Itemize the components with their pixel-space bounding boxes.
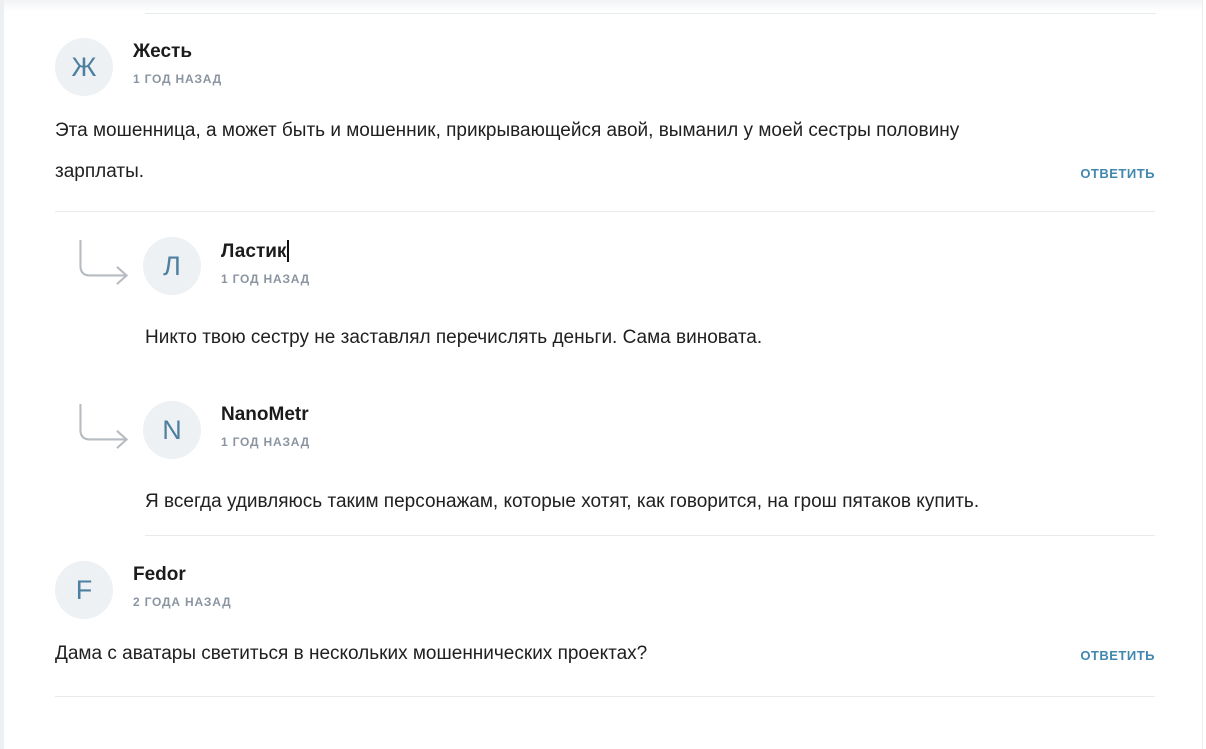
reply-arrow-icon: [72, 239, 135, 287]
comment-body: [55, 110, 1155, 192]
reply-header: [55, 401, 1155, 459]
comment-timestamp: 1 ГОД НАЗАД: [133, 72, 223, 86]
comments-list: [55, 13, 1155, 697]
comment-timestamp: 1 ГОД НАЗАД: [221, 435, 311, 449]
comment-author: Fedor: [133, 564, 186, 585]
avatar-initial: Л: [163, 250, 181, 281]
avatar-initial: F: [75, 574, 93, 605]
comment-header: [55, 38, 1155, 96]
comment-text: Я всегда удивляюсь таким персонажам, которые хотят, как говорится, на грош пятаков купить.: [145, 491, 980, 512]
comment-header: [55, 561, 1155, 619]
reply-button[interactable]: ОТВЕТИТЬ: [1080, 648, 1155, 674]
reply-header: [55, 237, 1155, 295]
reply-button[interactable]: ОТВЕТИТЬ: [1080, 166, 1155, 192]
comment-text: Эта мошенница, а может быть и мошенник, прикрывающейся авой, выманил у моей сестры половину зарплаты.: [55, 120, 960, 182]
avatar-initial: N: [162, 414, 182, 445]
page-right-edge: [1202, 0, 1203, 749]
avatar-initial: Ж: [71, 51, 97, 82]
comment-timestamp: 1 ГОД НАЗАД: [221, 272, 311, 286]
reply-arrow-icon: [72, 403, 135, 451]
comment: [55, 38, 1155, 192]
comment-timestamp: 2 ГОДА НАЗАД: [133, 595, 232, 609]
page-left-edge: [0, 0, 4, 749]
comment: [55, 561, 1155, 674]
top-scroll-fade: [4, 0, 1202, 12]
avatar: [55, 561, 113, 619]
divider: [55, 211, 1155, 212]
avatar: [143, 237, 201, 295]
comment-author: Жесть: [133, 41, 193, 62]
comment-reply: [55, 237, 1155, 358]
avatar: [143, 401, 201, 459]
divider: [55, 696, 1155, 697]
divider: [145, 535, 1155, 536]
comment-text: Никто твою сестру не заставлял перечислять деньги. Сама виновата.: [145, 327, 763, 348]
comment-text: Дама с аватары светиться в нескольких мошеннических проектах?: [55, 643, 648, 664]
comment-author: Ластик: [221, 240, 310, 263]
comment-body: [55, 633, 1155, 674]
avatar: [55, 38, 113, 96]
comment-reply: [55, 401, 1155, 522]
comment-author: NanoMetr: [221, 404, 309, 425]
text-cursor: [287, 240, 289, 262]
